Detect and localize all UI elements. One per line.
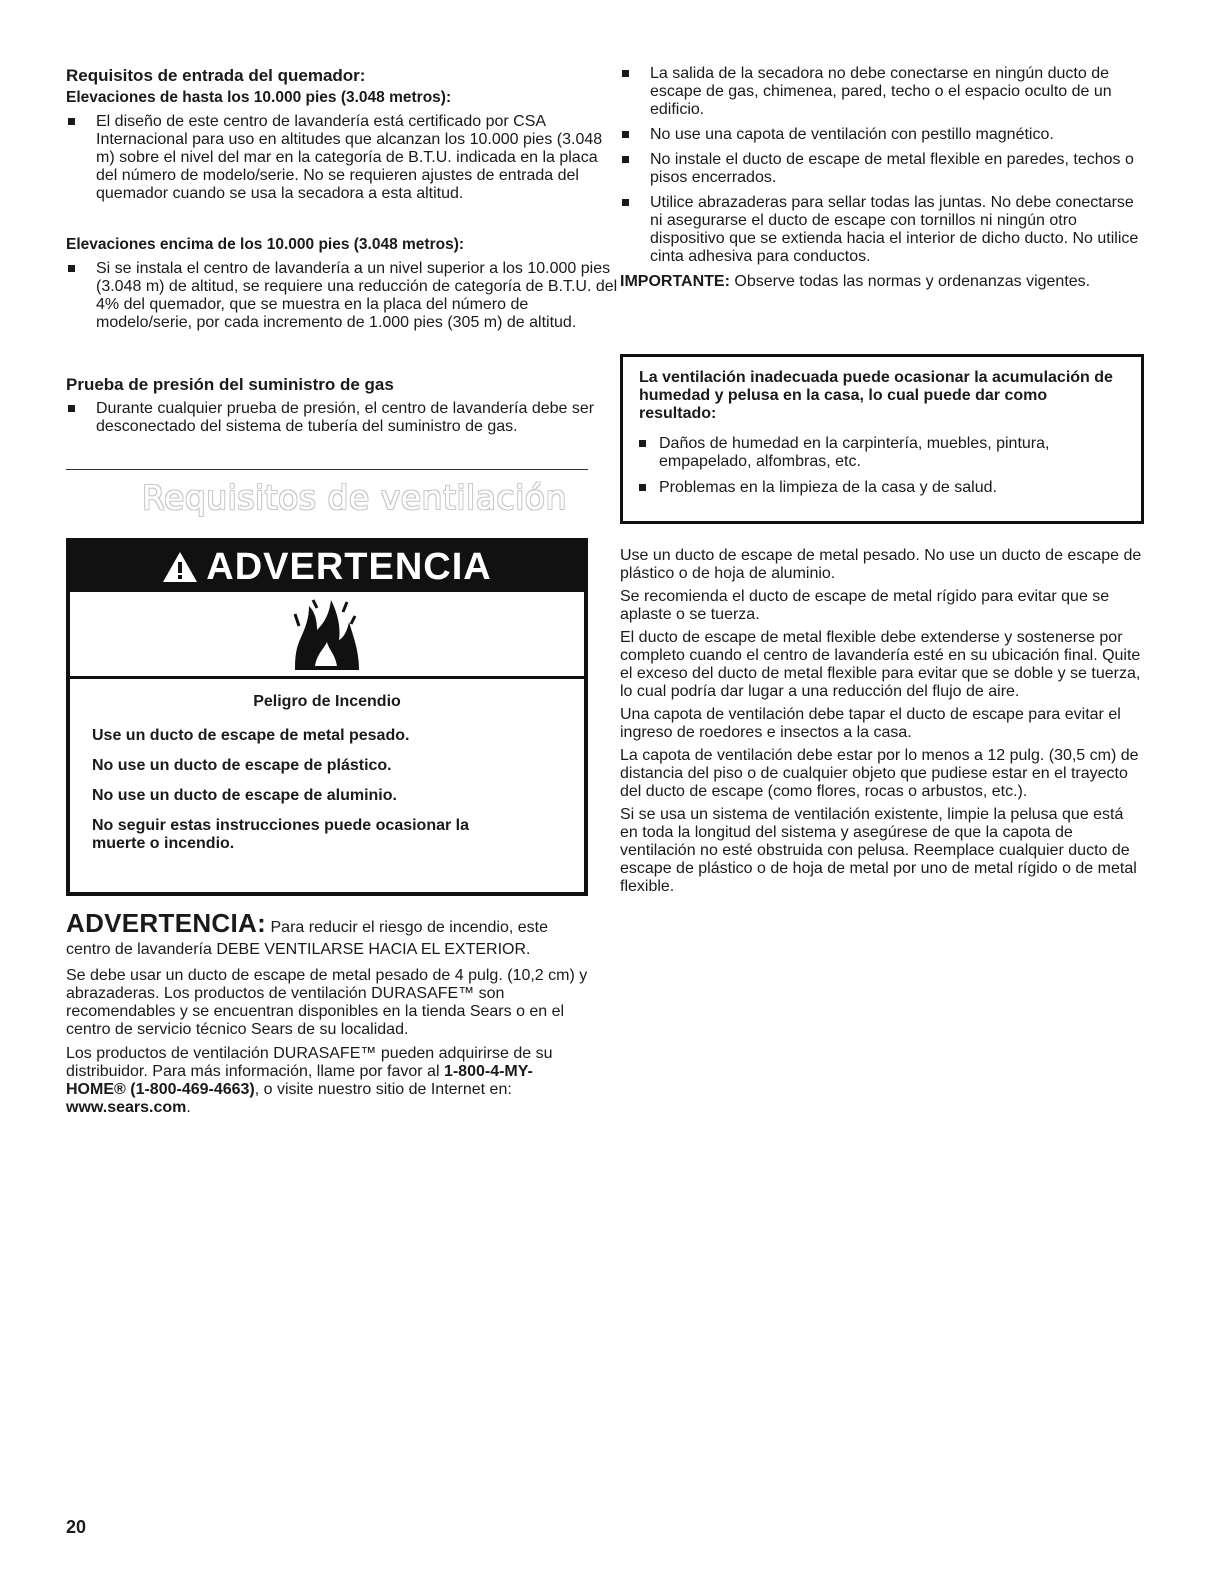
list-item-text: Utilice abrazaderas para sellar todas las juntas. No debe conectarse ni asegurarse el ducto de escape con tornillos ni ningún otro dispositivo que se extienda hacia el interior de dicho ducto. No utilice cinta adhesiva para conductos. — [650, 194, 1139, 265]
vent-paragraphs — [620, 547, 1144, 896]
caution-heading: La ventilación inadecuada puede ocasionar la acumulación de humedad y pelusa en la casa, lo cual puede dar como resultado: — [639, 369, 1113, 422]
warning-line-1: Use un ducto de escape de metal pesado. — [92, 727, 410, 744]
warning-header — [70, 542, 584, 592]
elevation-up-heading: Elevaciones de hasta los 10.000 pies (3.048 metros): — [66, 89, 452, 106]
caution-item — [639, 435, 1125, 471]
list-item-text: No use una capota de ventilación con pestillo magnético. — [650, 126, 1054, 143]
bullet-square-icon — [622, 156, 629, 163]
contact-text: Los productos de ventilación DURASAFE™ pueden adquirirse de su distribuidor. Para más información, llame por favor al — [66, 1045, 553, 1080]
vent-paragraph: El ducto de escape de metal flexible debe extenderse y sostenerse por completo cuando el centro de lavandería esté en su ubicación final. Quite el exceso del ducto de metal flexible para evitar que se doble y se tuerza, lo cual podría dar lugar a una reducción del flujo de aire. — [620, 629, 1141, 700]
advertencia-block — [66, 908, 590, 1117]
warning-line-4: No seguir estas instrucciones puede ocasionar la muerte o incendio. — [92, 817, 470, 852]
vent-paragraph: Si se usa un sistema de ventilación existente, limpie la pelusa que está en toda la longitud del sistema y asegúrese de que la capota de ventilación no esté obstruida con pelusa. Reemplace cualquier ducto de escape de plástico o de hoja de metal por uno de metal rígido o de metal flexible. — [620, 806, 1137, 895]
bullet-square-icon — [622, 131, 629, 138]
vent-paragraph: La capota de ventilación debe estar por lo menos a 12 pulg. (30,5 cm) de distancia del piso o de cualquier objeto que pudiese estar en el trayecto del ducto de escape (como flores, rocas o arbustos, etc.). — [620, 747, 1139, 800]
pressure-text: Durante cualquier prueba de presión, el centro de lavandería debe ser desconectado del sistema de tubería del suministro de gas. — [96, 400, 595, 435]
list-item — [620, 194, 1144, 266]
hazard-title: Peligro de Incendio — [253, 693, 401, 710]
list-item-text: No instale el ducto de escape de metal flexible en paredes, techos o pisos encerrados. — [650, 151, 1134, 186]
section-divider — [66, 469, 588, 470]
bullet-square-icon — [68, 405, 75, 412]
list-item — [620, 151, 1144, 187]
pressure-item — [66, 400, 620, 436]
warning-line-2: No use un ducto de escape de plástico. — [92, 757, 392, 774]
list-item-text: La salida de la secadora no debe conectarse en ningún ducto de escape de gas, chimenea, pared, techo o el espacio oculto de un edificio. — [650, 65, 1112, 118]
fire-hazard-icon — [291, 596, 363, 672]
vent-paragraph: Se recomienda el ducto de escape de metal rígido para evitar que se aplaste o se tuerza. — [620, 588, 1110, 623]
contact-text-2: , o visite nuestro sitio de Internet en: — [254, 1081, 512, 1098]
caution-item-text: Daños de humedad en la carpintería, muebles, pintura, empapelado, alfombras, etc. — [659, 435, 1050, 470]
warning-box — [66, 538, 588, 896]
warning-header-label: ADVERTENCIA — [206, 546, 492, 588]
important-note — [620, 273, 1144, 291]
elevation-up-item — [66, 113, 620, 203]
warning-triangle-icon — [162, 551, 198, 583]
caution-item-text: Problemas en la limpieza de la casa y de salud. — [659, 479, 997, 496]
elevation-above-text: Si se instala el centro de lavandería a un nivel superior a los 10.000 pies (3.048 m) de altitud, se requiere una reducción de categoría de B.T.U. del 4% del quemador, que se muestra en la placa del número de modelo/serie, por cada incremento de 1.000 pies (305 m) de altitud. — [96, 260, 618, 331]
bullet-square-icon — [68, 118, 75, 125]
website-link[interactable]: www.sears.com — [66, 1099, 187, 1116]
advertencia-paragraph — [66, 908, 590, 961]
pressure-heading: Prueba de presión del suministro de gas — [66, 375, 394, 394]
caution-item — [639, 479, 1125, 497]
bullet-square-icon — [639, 440, 646, 447]
elevation-above-heading: Elevaciones encima de los 10.000 pies (3.048 metros): — [66, 236, 465, 253]
vent-paragraph: Use un ducto de escape de metal pesado. No use un ducto de escape de plástico o de hoja de aluminio. — [620, 547, 1142, 582]
contact-paragraph — [66, 1045, 590, 1117]
list-item — [620, 126, 1144, 144]
bullet-square-icon — [622, 199, 629, 206]
important-text: Observe todas las normas y ordenanzas vigentes. — [729, 273, 1091, 290]
advertencia-text: Para reducir el riesgo de incendio, este centro de lavandería DEBE VENTILARSE HACIA EL EXTERIOR. — [66, 919, 548, 958]
list-item — [620, 65, 1144, 119]
vent-rules-list — [620, 65, 1144, 291]
burner-heading: Requisitos de entrada del quemador: — [66, 66, 366, 85]
elevation-above-item — [66, 260, 620, 332]
page-number: 20 — [66, 1517, 87, 1537]
vent-section-title: Requisitos de ventilación — [142, 478, 567, 517]
elevation-up-text: El diseño de este centro de lavandería está certificado por CSA Internacional para uso en altitudes que alcanzan los 10.000 pies (3.048 m) sobre el nivel del mar en la categoría de B.T.U. indicada en la placa del número de modelo/serie. No se requieren ajustes de entrada del quemador cuando se usa la secadora a esta altitud. — [96, 113, 603, 202]
contact-text-end: . — [186, 1099, 191, 1116]
caution-box — [620, 354, 1144, 524]
warning-line-3: No use un ducto de escape de aluminio. — [92, 787, 397, 804]
advertencia-label: ADVERTENCIA: — [66, 908, 267, 938]
bullet-square-icon — [68, 265, 75, 272]
phone-number: 1-800-4-MY-HOME® (1-800-469-4663) — [66, 1063, 533, 1098]
important-label: IMPORTANTE: — [620, 273, 730, 290]
vent-paragraph: Una capota de ventilación debe tapar el ducto de escape para evitar el ingreso de roedores e insectos a la casa. — [620, 706, 1121, 741]
warning-icon-area — [70, 592, 584, 679]
bullet-square-icon — [639, 484, 646, 491]
durasafe-paragraph: Se debe usar un ducto de escape de metal pesado de 4 pulg. (10,2 cm) y abrazaderas. Los productos de ventilación DURASAFE™ son recomendables y se encuentran disponibles en la tienda Sears o en el centro de servicio técnico Sears de su localidad. — [66, 967, 588, 1038]
bullet-square-icon — [622, 70, 629, 77]
